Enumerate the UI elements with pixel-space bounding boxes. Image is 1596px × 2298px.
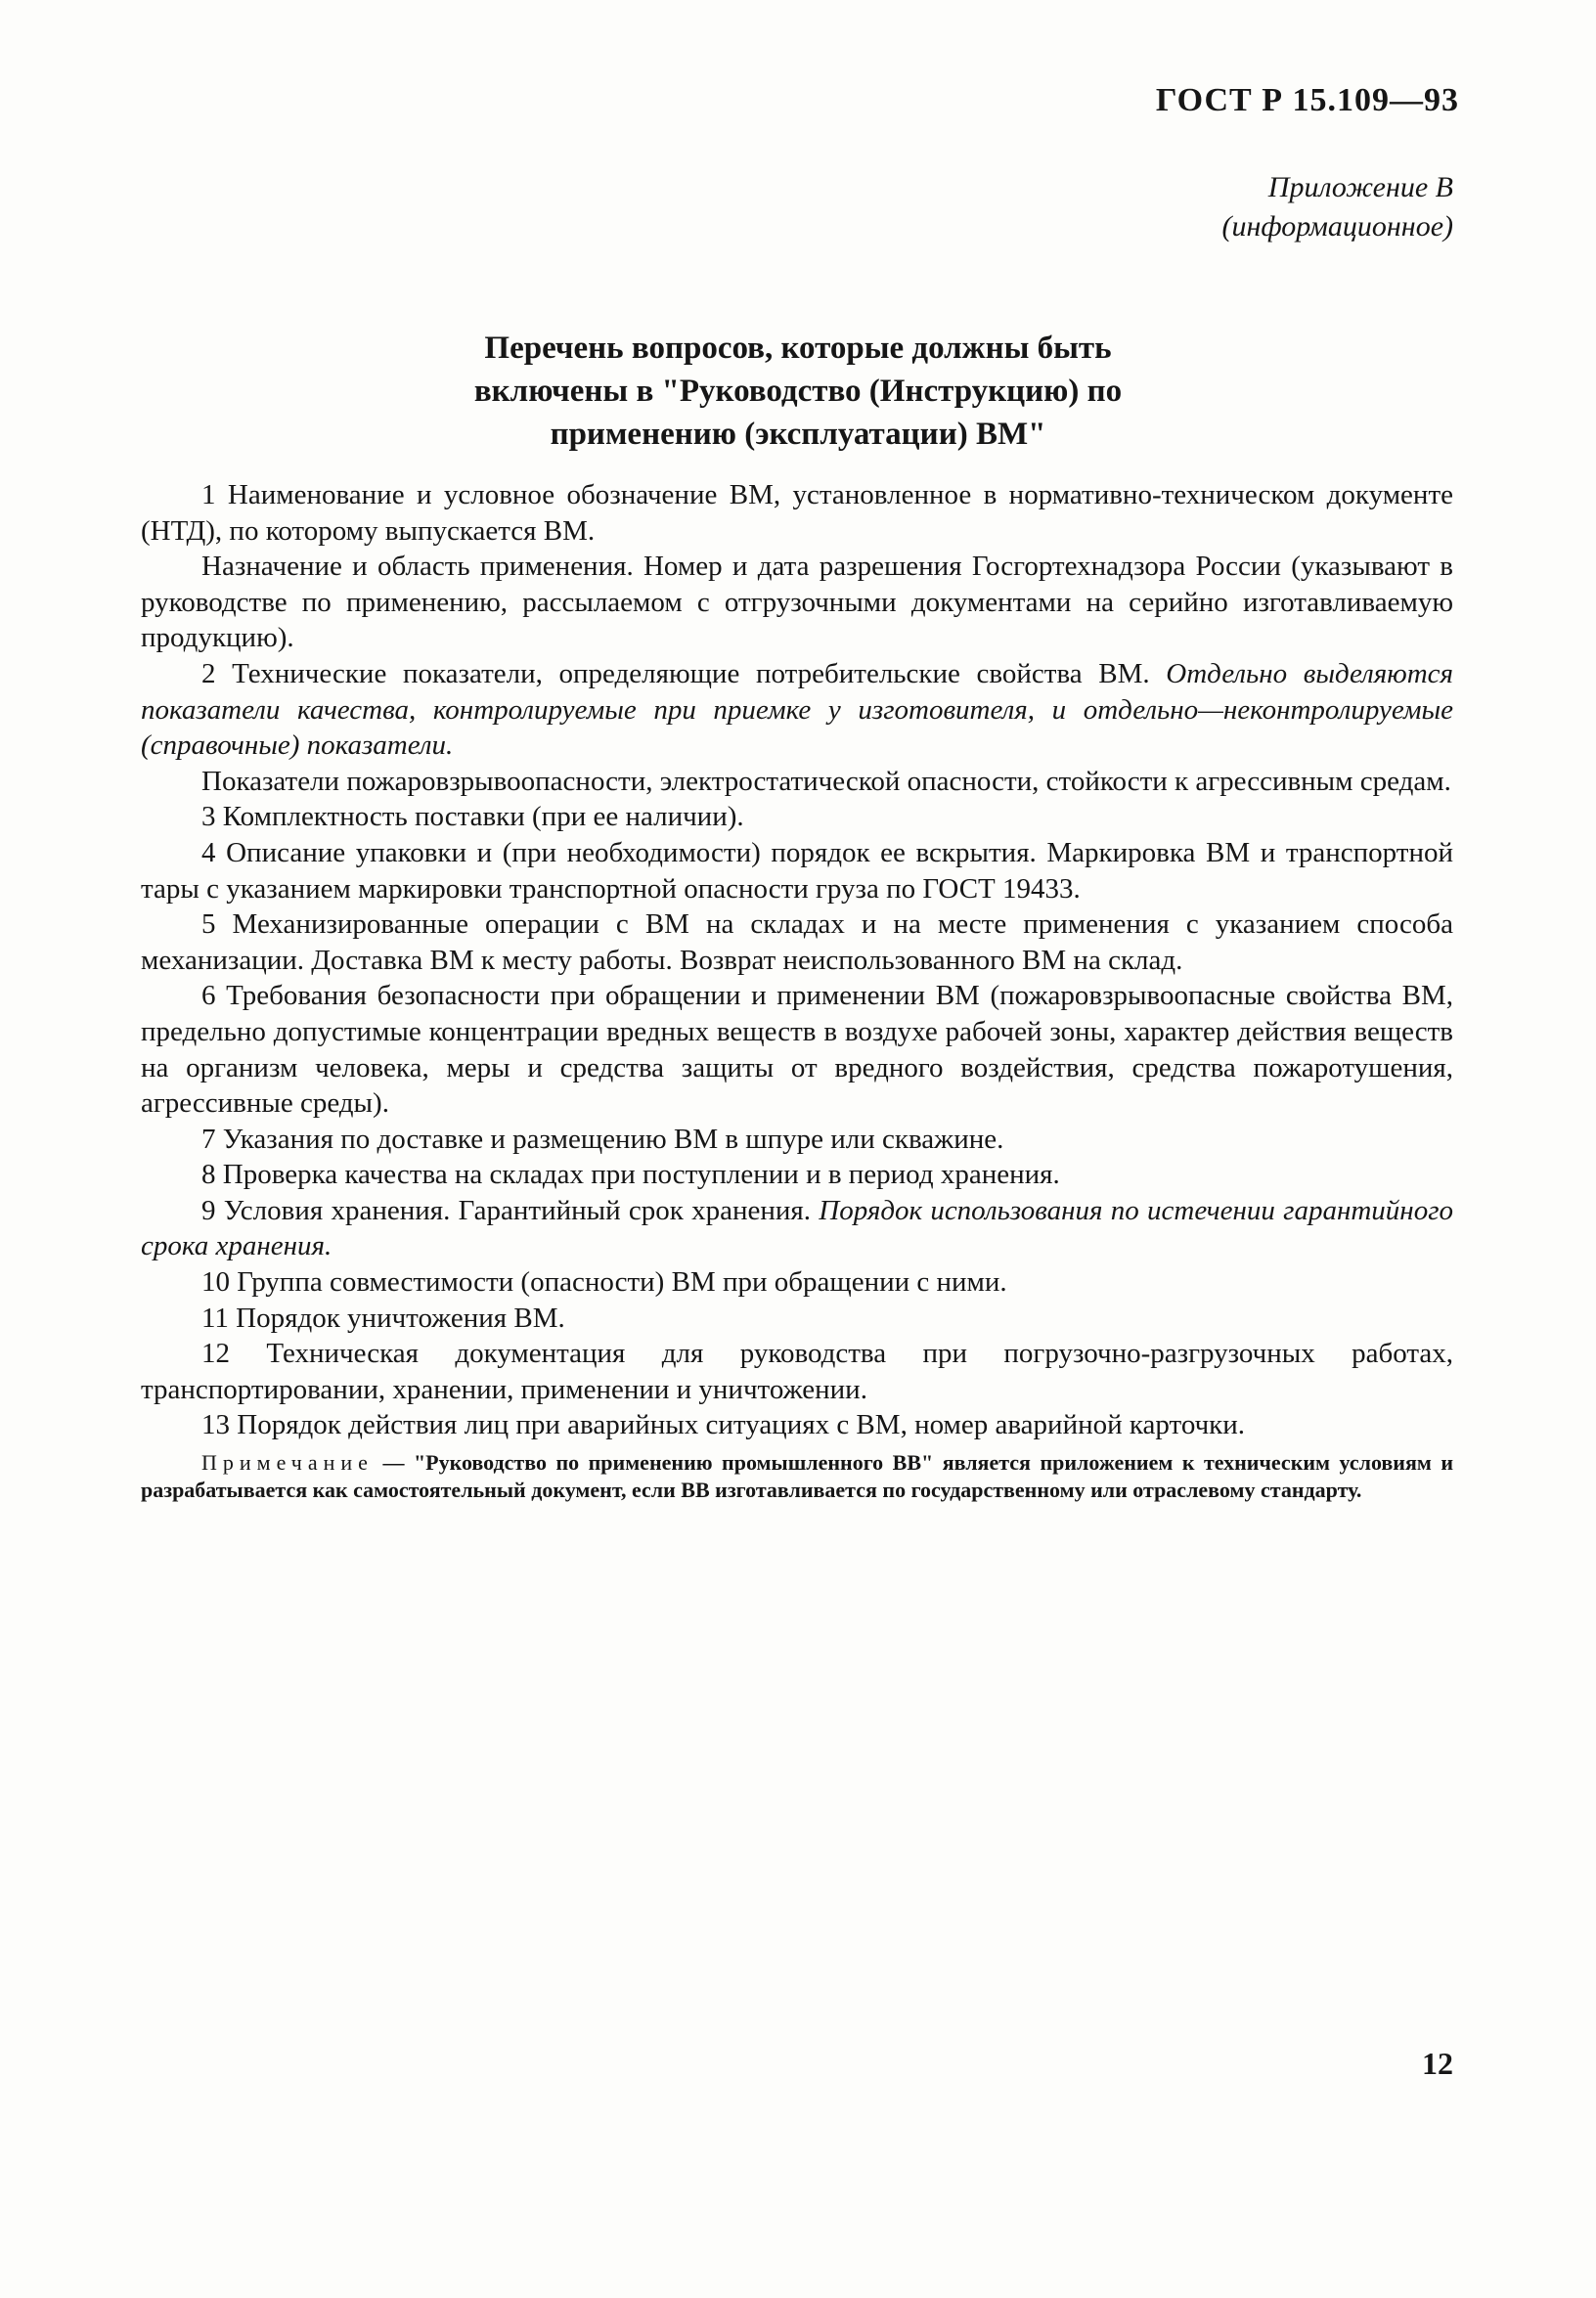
note-label: Примечание xyxy=(201,1450,374,1476)
paragraph-2 xyxy=(141,656,1453,764)
section-title xyxy=(323,327,1273,456)
paragraph-1: 1 Наименование и условное обозначение ВМ, установленное в нормативно-техническом документе (НТД), по которому выпускается ВМ. xyxy=(141,479,1453,547)
appendix-label xyxy=(1062,168,1453,246)
document-body xyxy=(141,477,1453,1504)
note xyxy=(141,1449,1453,1504)
title-line-2: включены в "Руководство (Инструкцию) по xyxy=(473,374,1123,409)
paragraph-8: 8 Проверка качества на складах при поступлении и в период хранения. xyxy=(201,1159,1060,1191)
paragraph-4: 4 Описание упаковки и (при необходимости) порядок ее вскрытия. Маркировка ВМ и транспортной тары с указанием маркировки транспортной опасности груза по ГОСТ 19433. xyxy=(141,836,1453,905)
paragraph-6: 6 Требования безопасности при обращении и применении ВМ (пожаровзрывоопасные свойства ВМ, предельно допустимые концентрации вредных веществ в воздухе рабочей зоны, характер действия веществ на организм человека, меры и средства защиты от вредного воздействия, средства пожаротушения, агрессивные среды). xyxy=(141,980,1453,1120)
paragraph-12: 12 Техническая документация для руководства при погрузочно-разгрузочных работах, транспортировании, хранении, применении и уничтожении. xyxy=(141,1338,1453,1405)
title-line-1: Перечень вопросов, которые должны быть xyxy=(484,331,1112,366)
paragraph-3: 3 Комплектность поставки (при ее наличии). xyxy=(201,801,744,833)
appendix-title: Приложение В xyxy=(1267,171,1453,203)
paragraph-2-text: 2 Технические показатели, определяющие потребительские свойства ВМ. xyxy=(201,657,1150,689)
paragraph-1-purpose: Назначение и область применения. Номер и дата разрешения Госгортехнадзора России (указывают в руководстве по применению, рассылаемом с отгрузочными документами на серийно изготавливаемую продукцию). xyxy=(141,551,1453,654)
appendix-type: (информационное) xyxy=(1221,210,1453,243)
note-text: — "Руководство по применению промышленного ВВ" является приложением к техническим условиям и разрабатывается как самостоятельный документ, если ВВ изготавливается по государственному или отраслевому стандарту. xyxy=(141,1450,1454,1503)
paragraph-9-text: 9 Условия хранения. Гарантийный срок хранения. xyxy=(201,1194,812,1226)
paragraph-11: 11 Порядок уничтожения ВМ. xyxy=(201,1302,565,1334)
title-line-3: применению (эксплуатации) ВМ" xyxy=(550,417,1046,452)
paragraph-10: 10 Группа совместимости (опасности) ВМ при обращении с ними. xyxy=(201,1266,1007,1299)
paragraph-9-emphasis: Порядок использования по истечении гарантийного срока хранения. xyxy=(141,1194,1454,1262)
paragraph-5: 5 Механизированные операции с ВМ на складах и на месте применения с указанием способа механизации. Доставка ВМ к месту работы. Возврат неиспользованного ВМ на склад. xyxy=(141,908,1453,976)
paragraph-2-indicators: Показатели пожаровзрывоопасности, электростатической опасности, стойкости к агрессивным средам. xyxy=(201,765,1451,797)
document-code: ГОСТ Р 15.109—93 xyxy=(1155,82,1459,118)
page-number: 12 xyxy=(1422,2046,1453,2081)
paragraph-13: 13 Порядок действия лиц при аварийных ситуациях с ВМ, номер аварийной карточки. xyxy=(201,1409,1246,1441)
paragraph-7: 7 Указания по доставке и размещению ВМ в шпуре или скважине. xyxy=(201,1123,1004,1155)
paragraph-9 xyxy=(141,1193,1453,1264)
paragraph-2-emphasis: Отдельно выделяются показатели качества, контролируемые при приемке у изготовителя, и отдельно—неконтролируемые (справочные) показатели. xyxy=(141,657,1453,762)
